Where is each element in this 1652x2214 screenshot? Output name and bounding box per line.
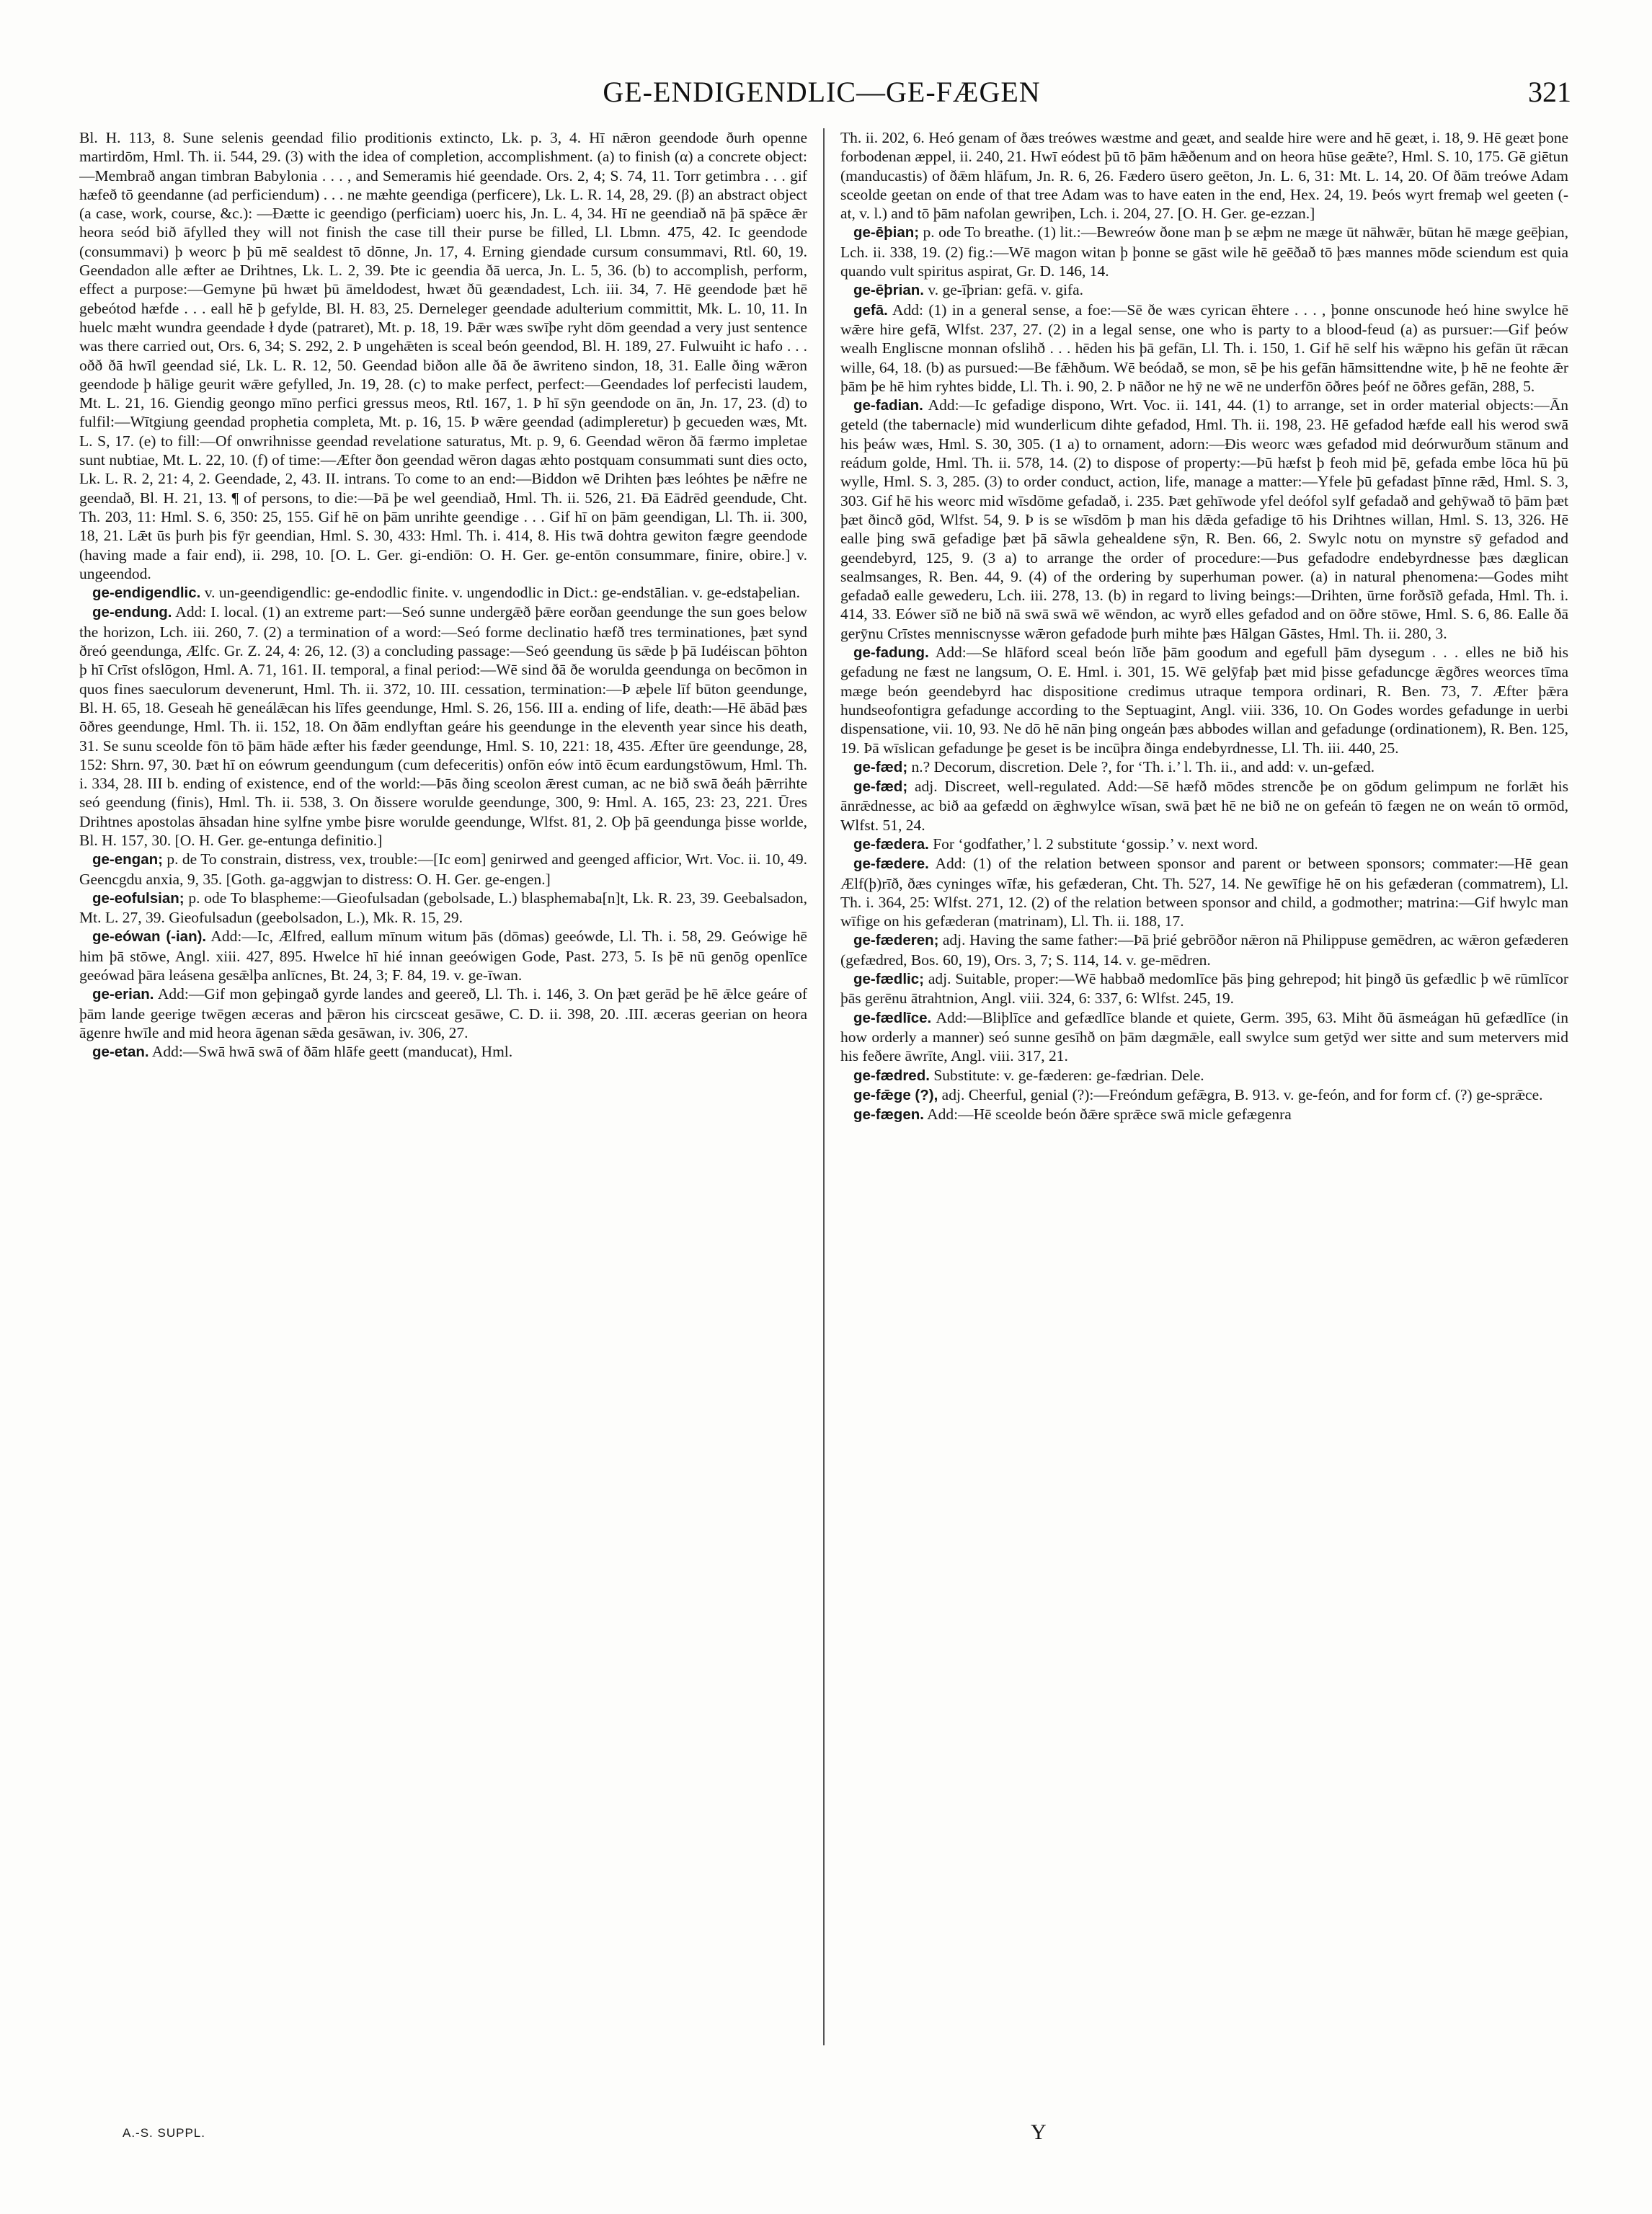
entry-headword: ge-fæderen; xyxy=(853,932,939,949)
dictionary-entry xyxy=(840,757,1568,777)
page-title: GE-ENDIGENDLIC—GE-FÆGEN xyxy=(603,76,1041,108)
entry-text: p. de To constrain, distress, vex, trouble:—[Ic eom] genirwed and geenged afficior, Wrt. Voc. ii. 10, 49. Geencgdu anxia, 9, 35. [Goth. ga-aggwjan to distress: O. H. Ger. ge-engen.] xyxy=(79,850,807,888)
dictionary-entry xyxy=(79,603,807,850)
entry-text: Add:—Gif mon geþingað gyrde landes and geereð, Ll. Th. i. 146, 3. On þæt gerād þe hē ǣlce geáre of þām lande geerige twēgen æceras and þǣron his circsceat gesāwe, C. D. ii. 398, 20. .III. æceras geerian on heora āgenre hwīle and mid heora āgenan sǣda gesāwan, iv. 306, 27. xyxy=(79,985,807,1041)
entry-headword: ge-fædere. xyxy=(853,855,929,873)
entry-text: Add:—Swā hwā swā of ðām hlāfe geett (manducat), Hml. xyxy=(151,1043,513,1061)
dictionary-entry xyxy=(840,969,1568,1008)
dictionary-entry xyxy=(79,850,807,889)
column-divider xyxy=(823,128,825,2045)
running-head xyxy=(72,75,1571,118)
dictionary-entry xyxy=(79,1042,807,1062)
dictionary-entry xyxy=(79,583,807,603)
signature-mark: A.-S. SUPPL. xyxy=(123,2126,205,2140)
entry-headword: ge-fadung. xyxy=(853,644,929,662)
page-footer xyxy=(79,2120,1571,2162)
dictionary-entry xyxy=(840,280,1568,300)
entry-text: Add: (1) of the relation between sponsor and parent or between sponsors; commater:—Hē gean Ælf(þ)rīð, ðæs cyninges wīfæ, his gefæderan, Cht. Th. 527, 14. Ne gewīfige hē on his gefæderan (commatrem), Ll. Th. i. 364, 25: Wlfst. 271, 12. (2) of the relation between sponsor and child, a godmother; matrina:—Gif hwylc man wīfige on his gefæderan (matrinam), Ll. Th. ii. 188, 17. xyxy=(840,855,1568,930)
dictionary-entry xyxy=(840,643,1568,757)
entry-text: Add: I. local. (1) an extreme part:—Seó sunne undergǣð þǣre eorðan geendunge the sun goes below the horizon, Lch. iii. 260, 7. (2) a termination of a word:—Seó forme declinatio hæfð tres terminationes, þæt synd ðreó geendunga, Ælfc. Gr. Z. 24, 4: 26, 12. (3) a concluding passage:—Seó geendung ūs sǣde þ þā Iudéiscan þōhton þ hī Crīst ofslōgon, Hml. A. 71, 161. II. temporal, a final period:—Wē sind ðā ðe worulda geendunga on becōmon in quos fines saeculorum devenerunt, Hml. Th. ii. 372, 10. III. cessation, termination:—Þ æþele līf būton geendunge, Bl. H. 65, 18. Geseah hē geneálǣcan his līfes geendunge, Hml. S. 26, 156. III a. ending of life, death:—Hē ābād þæs ōðres geendunge, Hml. Th. ii. 152, 18. On ðām endlyftan geáre his geendunge in the eleventh year since his death, 31. Se sunu sceolde fōn tō þām hāde æfter his fæder geendunge, Hml. S. 10, 221: 18, 435. Æfter ūre geendunge, 28, 152: Shrn. 97, 30. Þæt hī on eówrum geendungum (cum defeceritis) onfōn eów intō ēcum eardungstōwum, Hml. Th. i. 334, 28. III b. ending of existence, end of the world:—Þās ðing sceolon ǣrest cuman, ac ne bið swā ðeáh þǣrrihte seó geendung (finis), Hml. Th. ii. 538, 3. On ðissere woruldе geendunge, 300, 9: Hml. A. 165, 23: 23, 221. Ūres Drihtnes apostolas āhsadan hine sylfne ymbe þisre woruldе geendunge, Wlfst. 81, 2. Oþ þā geendunga þisse worlde, Bl. H. 157, 30. [O. H. Ger. ge-entunga definitio.] xyxy=(79,603,807,849)
dictionary-entry xyxy=(840,1105,1568,1124)
entry-text: v. ge-īþrian: gefā. v. gifa. xyxy=(928,281,1084,299)
dictionary-entry xyxy=(840,1066,1568,1085)
entry-headword: ge-fǣge (?), xyxy=(853,1086,938,1103)
entry-headword: gefā. xyxy=(853,301,888,319)
entry-text: adj. Having the same father:—Þā þrié gebrōðor nǣron nā Philippuse gemēdren, ac wǣron gefæderen (gefædred, Bos. 60, 19), Ors. 3, 7; S. 114, 14. v. ge-mēdren. xyxy=(840,931,1568,969)
entry-headword: ge-fædera. xyxy=(853,835,929,853)
entry-text: v. un-geendigendlic: ge-endodlic finite. v. ungendodlic in Dict.: ge-endstālian. v. ge-edstaþelian. xyxy=(204,584,801,602)
entry-text: Add:—Hē sceolde beón ðǣre sprǣce swā micle gefægenra xyxy=(927,1106,1292,1124)
gathering-mark: Y xyxy=(1031,2120,1047,2144)
entry-headword: ge-fadian. xyxy=(853,397,923,414)
entry-text: p. ode To breathe. (1) lit.:—Bewreów ðone man þ se æþm ne mæge ūt nāhwǣr, būtan hē mæge geēþian, Lch. ii. 338, 19. (2) fig.:—Wē magon witan þ þonne se gāst wile hē geēðað tō þæs mannes mōde sciendum est quia quando vult spiritus aspirat, Gr. D. 146, 14. xyxy=(840,223,1568,280)
dictionary-entry xyxy=(79,927,807,984)
entry-text: Substitute: v. ge-fæderen: ge-fædrian. Dele. xyxy=(933,1066,1204,1084)
entry-text: Add:—Ic, Ælfred, eallum mīnum witum þās (dōmas) geeówde, Ll. Th. i. 58, 29. Geówige hē him þā stōwe, Angl. xiii. 427, 895. Hwelce hī hié innan geeówigen Gode, Past. 273, 5. Is þē nū genōg openlīce geeówad þāra leásena gesǣlþa anlīcnes, Bt. 24, 3; F. 84, 19. v. ge-īwan. xyxy=(79,928,807,984)
dictionary-entry xyxy=(840,128,1568,223)
dictionary-entry xyxy=(840,835,1568,854)
entry-text: For ‘godfather,’ l. 2 substitute ‘gossip.’ v. next word. xyxy=(933,835,1258,853)
entry-text: p. ode To blaspheme:—Gieofulsadan (gebolsade, L.) blasphemaba[n]t, Lk. R. 23, 39. Geebalsadon, Mt. L. 27, 39. Gieofulsadun (geebolsadon, L.), Mk. R. 15, 29. xyxy=(79,889,807,927)
entry-headword: ge-erian. xyxy=(92,986,154,1003)
entry-headword: ge-endigendlic. xyxy=(92,584,201,602)
page-number: 321 xyxy=(1528,76,1571,108)
entry-headword: ge-fæd; xyxy=(853,758,908,775)
dictionary-entry xyxy=(840,777,1568,835)
entry-text: Add:—Ic gefadige dispono, Wrt. Voc. ii. 141, 44. (1) to arrange, set in order material objects:—Ān geteld (the tabernacle) mid wunderlicum dihte gefadod, Hml. Th. ii. 198, 23. Hē gefadod hæfde eall his werod swā his þeáw wæs, Hml. S. 30, 305. (1 a) to ornament, adorn:—Ðis weorc wæs gefadod mid deórwurðum stānum and reádum golde, Hml. Th. ii. 578, 14. (2) to dispose of property:—Þū hæfst þ feoh mid þē, gefada embe lōca hū þū wylle, Hml. S. 3, 285. (3) to order conduct, action, life, manage a matter:—Yfele þū gefadast þīnne rǣd, Hml. S. 3, 303. Gif hē his weorc mid wīsdōme gefadað, i. 235. Þæt gehīwode yfel deófol sylf gefadað and gehȳwað tō þām þæt þæt ðincð gōd, Wlfst. 54, 9. Þ is se wīsdōm þ man his dǣda gefadige tō his Drihtnes willan, Hml. S. 13, 326. Hē ealle þing swā gefadige þæt þā sāwla gehealdene sȳn, R. Ben. 66, 2. Swylc notu on mynstre sȳ gefadod and geendebyrd, 125, 9. (3 a) to arrange the order of procedure:—Þus gefadodre endebyrdnesse þæs dæglican sealmsanges, R. Ben. 44, 9. (4) of the ordering by superhuman power. (a) in natural phenomena:—Godes miht gefadað ealle gewederu, Lch. iii. 278, 13. (b) in regard to living beings:—Drihten, ūrne forðsīð gefada, Hml. Th. i. 414, 33. Eówer sīð ne bið nā swā swā wē wēndon, ac wyrð elles gefadod and on ōðre stōwe, Hml. S. 6, 86. Ealle ðā gerȳnu Crīstes menniscnysse wǣron gefadode þurh mihte þæs Hālgan Gāstes, Hml. Th. ii. 280, 3. xyxy=(840,396,1568,642)
entry-text: Add: (1) in a general sense, a foe:—Sē ðe wæs cyrican ēhtere . . . , þonne onscunode heó hine swylce hē wǣre hire gefā, Wlfst. 237, 27. (2) in a legal sense, one who is party to a blood-feud (a) as pursuer:—Gif þeów wealh Engliscne monnan ofslihð . . . hēden his þā gefān, Ll. Th. i. 150, 1. Gif hē self his wǣpno his gefān ūt rǣcan wille, 64, 18. (b) as pursued:—Be fǣhðum. Wē beódað, se mon, sē þe his gefān hāmsittendne wite, þ hē ne feohte ǣr þām þe hē him ryhtes bidde, Ll. Th. i. 90, 2. Þ nāðor ne hȳ ne wē ne underfōn ōðres þeóf ne ōðres gefān, 288, 5. xyxy=(840,301,1568,395)
entry-headword: ge-fæd; xyxy=(853,778,908,796)
entry-headword: ge-endung. xyxy=(92,604,172,621)
entry-headword: ge-eofulsian; xyxy=(92,889,185,907)
entry-headword: ge-etan. xyxy=(92,1044,149,1061)
dictionary-entry xyxy=(840,223,1568,280)
entry-text: adj. Discreet, well-regulated. Add:—Sē hæfð mōdes strencðe þe on gōdum gelimpum ne forlǣt his ānrǣdnesse, ac bið aa gefædd on ǣghwylce wīsan, swā þæt hē ne bið ne on gefeán tō fægen ne on weán tō ormōd, Wlfst. 51, 24. xyxy=(840,778,1568,834)
left-column xyxy=(79,128,807,2089)
dictionary-entry xyxy=(840,930,1568,969)
entry-headword: ge-engan; xyxy=(92,851,163,868)
entry-headword: ge-ēþian; xyxy=(853,224,920,241)
dictionary-entry xyxy=(840,396,1568,643)
entry-headword: ge-fædred. xyxy=(853,1067,930,1084)
entry-text: adj. Cheerful, genial (?):—Freóndum gefǣgra, B. 913. v. ge-feón, and for form cf. (?) ge-sprǣce. xyxy=(941,1085,1543,1103)
dictionary-entry xyxy=(840,1085,1568,1105)
entry-text: Bl. H. 113, 8. Sune selenis geendad filio proditionis extincto, Lk. p. 3, 4. Hī nǣron geendode ðurh openne martirdōm, Hml. Th. ii. 544, 29. (3) with the idea of completion, accomplishment. (a) to finish (α) a concrete object:—Membrað angan timbran Babylonia . . . , and Semeramis hié geendade. Ors. 2, 4; S. 74, 11. Torr getimbra . . . gif hæfeð tō geendanne (ad perficiendum) . . . ne mæhte geendiga (perficere), Lk. L. R. 14, 28, 29. (β) an abstract object (a case, work, course, &c.): —Ðætte ic geendigo (perficiam) uoerc his, Jn. L. 4, 34. Hī ne geendiað nā þā spǣce ǣr heora seód bið āfylled they will not finish the case till their purse be filled, Ll. Lbmn. 475, 42. Ic geendode (consummavi) þ weorc þ þū mē sealdest tō dōnne, Jn. 17, 4. Erning giendade cursum consummavi, Rtl. 60, 19. Geendadon alle æfter ae Drihtnes, Lk. L. 2, 39. Þte ic geendia ðā uerca, Jn. L. 5, 36. (b) to accomplish, perform, effect a purpose:—Gemyne þū hwæt þū āmeldodest, hwæt ðū geændadest, Lch. iii. 34, 7. Hē geendode þæt hē gebeótod hæfde . . . eall hē þ gefylde, Bl. H. 83, 25. Derneleger geendade adulterium committit, Mk. L. 10, 11. In huelc mæht wundra geendade ł dyde (patraret), Mt. p. 18, 19. Þǣr wæs swīþe ryht dōm geendad a very just sentence was there carried out, Ors. 6, 34; S. 292, 2. Þ ungehǣten is sceal beón geendod, Bl. H. 189, 27. Fulwuiht ic hafo . . . oðð ðā hwīl geendad sié, Lk. L. R. 12, 50. Geendad biðon alle ðā ðe āwriteno sindon, 18, 31. Ealle ðing wǣron geendode þ hālige geurit wǣre gefylled, Jn. 19, 28. (c) to make perfect, perfect:—Geendades lof perfecisti laudem, Mt. L. 21, 16. Giendig geongo mīno perfici gressus meos, Rtl. 167, 1. Þ hī sȳn geendode on ān, Jn. 17, 23. (d) to fulfil:—Wītgiung geendad prophetia completa, Mt. p. 16, 15. Þ wǣre geendad (adimpleretur) þ gecueden wæs, Mt. L. S, 17. (e) to fill:—Of onwrihnisse geendad revelatione saturatus, Mt. p. 9, 6. Geendad wēron ðā færmo impletae sunt nubtiae, Mt. L. 22, 10. (f) of time:—Æfter ðon geendad wēron dagas æhto postquam consummati sunt dies octo, Lk. L. R. 2, 21: 4, 2. Geendade, 2, 43. II. intrans. To come to an end:—Biddon wē Drihten þæs leóhtes þe nǣfre ne geendað, Bl. H. 21, 13. ¶ of persons, to die:—Þā þe wel geendiað, Hml. Th. ii. 526, 21. Ðā Eādrēd geendude, Cht. Th. 203, 11: Hml. S. 6, 350: 25, 155. Gif hē on þām unrihte geendige . . . Gif hī on þām geendigan, Ll. Th. ii. 300, 18, 21. Lǣt ūs þurh þis fȳr geendian, Hml. S. 30, 433: Hml. Th. i. 414, 8. His twā dohtra gewiton fægre geendode (having made a fair end), ii. 298, 10. [O. L. Ger. gi-endiōn: O. H. Ger. ge-entōn consummare, finire, obire.] v. ungeendod. xyxy=(79,129,807,582)
dictionary-entry xyxy=(79,889,807,928)
entry-headword: ge-ēþrian. xyxy=(853,282,924,299)
entry-headword: ge-eówan (-ian). xyxy=(92,928,207,946)
dictionary-entry xyxy=(840,301,1568,396)
entry-headword: ge-fædlic; xyxy=(853,971,924,988)
dictionary-entry xyxy=(840,854,1568,930)
entry-headword: ge-fægen. xyxy=(853,1106,924,1124)
entry-text: Th. ii. 202, 6. Heó genam of ðæs treówes wæstme and geæt, and sealde hire were and hē geæt, i. 18, 9. Hē geæt þone forbodenan æppel, ii. 240, 21. Hwī eódest þū tō þām hǣðenum and on heora hūse geǣte?, Hml. S. 10, 175. Gē giētun (manducastis) of ðǣm hlāfum, Jn. R. 6, 26. Fædero ūsero geēton, Jn. L. 6, 31: Mt. L. 14, 20. Of ðām treówe Adam sceolde geetan on ende of that tree Adam was to have eaten in the end, Hex. 24, 19. Þeós wyrt fremaþ wel geeten (-at, v. l.) and tō þām nafolan gewriþen, Lch. i. 204, 27. [O. H. Ger. ge-ezzan.] xyxy=(840,129,1568,223)
entry-text: adj. Suitable, proper:—Wē habbað medomlīce þās þing gehrepod; hit þingð ūs gefædlic þ wē rūmlīcor þās gerēnu ātrahtnion, Angl. viii. 324, 6: 337, 6: Wlfst. 245, 19. xyxy=(840,970,1568,1008)
dictionary-entry xyxy=(79,984,807,1042)
dictionary-entry xyxy=(79,128,807,583)
entry-text: n.? Decorum, discretion. Dele ?, for ‘Th. i.’ l. Th. ii., and add: v. un-gefæd. xyxy=(911,757,1375,775)
dictionary-entry xyxy=(840,1008,1568,1066)
right-column xyxy=(840,128,1568,2089)
entry-text: Add:—Se hlāford sceal beón līðe þām goodum and egefull þām dysegum . . . elles ne bið his gefadung ne fæst ne langsum, O. E. Hml. i. 301, 15. Wē gelȳfaþ þæt mid þisse gefaduncge ǣgðres weorces tīma mæge beón geendebyrd hac dispositione credimus utraque tempora ordinari, R. Ben. 73, 7. Æfter þǣra hundseofontigra gefadunge according to the Septuagint, Angl. viii. 336, 10. On Godes wordes gefadunge in uerbi dispensatione, vii. 10, 93. Ne dō hē nān þing ongeán þæs abbodes willan and gefadunge (ordinationem), R. Ben. 125, 19. Þā wīslican gefadunge þe geset is be incūþra ðinga endebyrdnesse, Ll. Th. iii. 440, 25. xyxy=(840,644,1568,757)
entry-text: Add:—Bliþlīce and gefædlīce blande et quiete, Germ. 395, 63. Miht ðū āsmeágan hū gefædlīce (in how orderly a manner) seó sunne gesīhð on þām dægmǣle, eall swylce sum getȳd wer sitte and sum metervers mid his feðere āwrīte, Angl. viii. 317, 21. xyxy=(840,1008,1568,1065)
entry-headword: ge-fædlīce. xyxy=(853,1009,932,1026)
